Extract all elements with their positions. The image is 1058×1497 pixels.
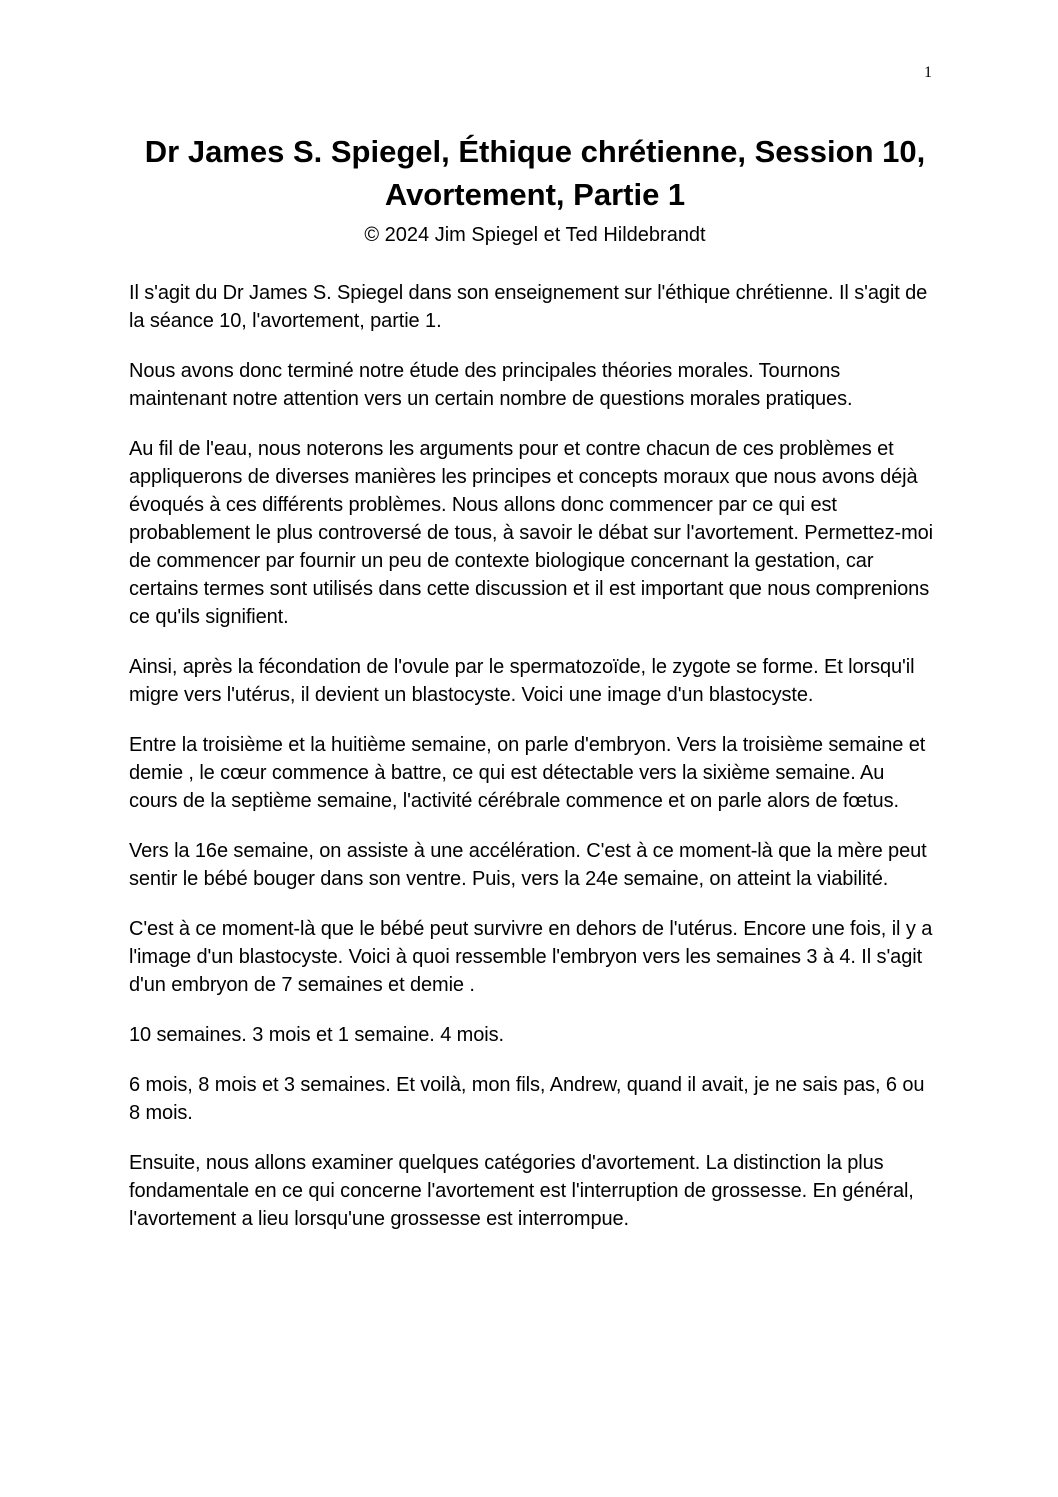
paragraph: Au fil de l'eau, nous noterons les arguments pour et contre chacun de ces problèmes et appliquerons de diverses manières les principes et concepts moraux que nous avons déjà évoqués à ces différents problèmes. Nous allons donc commencer par ce qui est probablement le plus controversé de tous, à savoir le débat sur l'avortement. Permettez-moi de commencer par fournir un peu de contexte biologique concernant la gestation, car certains termes sont utilisés dans cette discussion et il est important que nous comprenions ce qu'ils signifient. (129, 438, 934, 628)
paragraph: 10 semaines. 3 mois et 1 semaine. 4 mois. (129, 1024, 504, 1046)
paragraph: Ainsi, après la fécondation de l'ovule par le spermatozoïde, le zygote se forme. Et lorsqu'il migre vers l'utérus, il devient un blastocyste. Voici une image d'un blastocyste. (129, 656, 915, 706)
body-text (129, 279, 935, 1255)
copyright-line: © 2024 Jim Spiegel et Ted Hildebrandt (364, 224, 706, 246)
page-number: 1 (924, 64, 932, 81)
paragraph: C'est à ce moment-là que le bébé peut survivre en dehors de l'utérus. Encore une fois, il y a l'image d'un blastocyste. Voici à quoi ressemble l'embryon vers les semaines 3 à 4. Il s'agit d'un embryon de 7 semaines et demie . (129, 918, 933, 996)
paragraph: Vers la 16e semaine, on assiste à une accélération. C'est à ce moment-là que la mère peut sentir le bébé bouger dans son ventre. Puis, vers la 24e semaine, on atteint la viabilité. (129, 840, 927, 890)
paragraph: Il s'agit du Dr James S. Spiegel dans son enseignement sur l'éthique chrétienne. Il s'agit de la séance 10, l'avortement, partie 1. (129, 282, 928, 332)
paragraph: Nous avons donc terminé notre étude des principales théories morales. Tournons maintenant notre attention vers un certain nombre de questions morales pratiques. (129, 360, 853, 410)
paragraph: Ensuite, nous allons examiner quelques catégories d'avortement. La distinction la plus fondamentale en ce qui concerne l'avortement est l'interruption de grossesse. En général, l'avortement a lieu lorsqu'une grossesse est interrompue. (129, 1152, 914, 1230)
paragraph: 6 mois, 8 mois et 3 semaines. Et voilà, mon fils, Andrew, quand il avait, je ne sais pas, 6 ou 8 mois. (129, 1074, 925, 1124)
paragraph: Entre la troisième et la huitième semaine, on parle d'embryon. Vers la troisième semaine et demie , le cœur commence à battre, ce qui est détectable vers la sixième semaine. Au cours de la septième semaine, l'activité cérébrale commence et on parle alors de fœtus. (129, 734, 926, 812)
document-title: Dr James S. Spiegel, Éthique chrétienne, Session 10, Avortement, Partie 1 (144, 134, 926, 212)
